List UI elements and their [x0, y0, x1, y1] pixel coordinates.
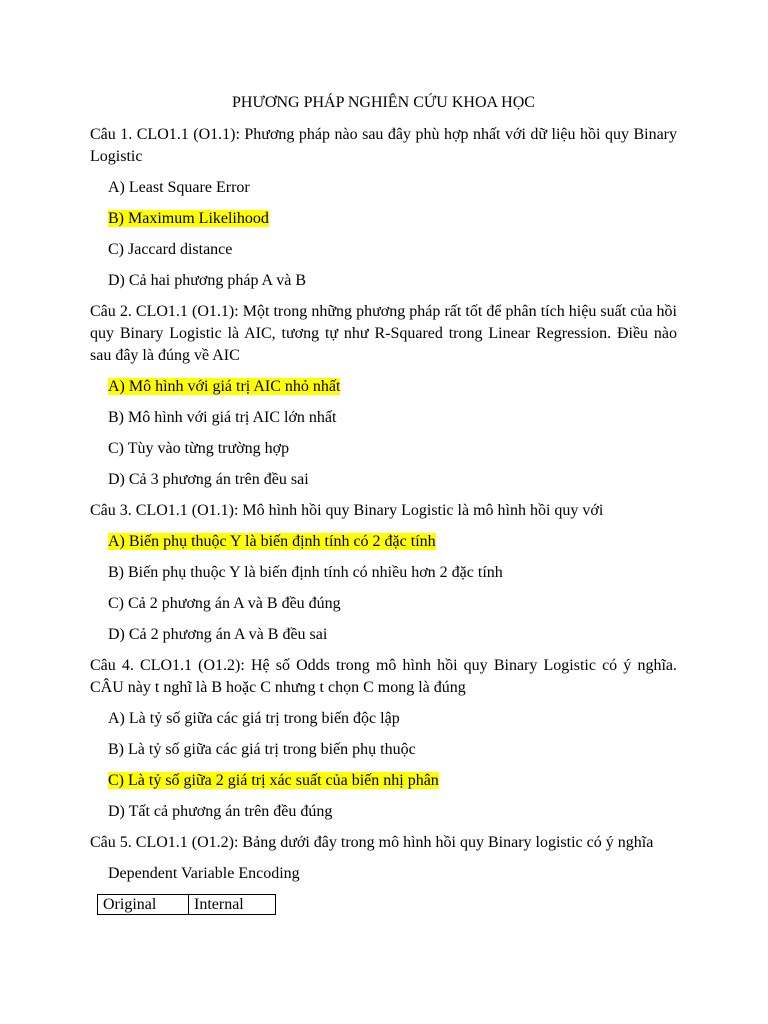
- q2-option-b: B) Mô hình với giá trị AIC lớn nhất: [108, 409, 337, 426]
- table-header-original: Original: [98, 895, 189, 915]
- q3-option-d: D) Cả 2 phương án A và B đều sai: [108, 626, 328, 643]
- q1-option-d: D) Cả hai phương pháp A và B: [108, 272, 306, 289]
- q2-option-c: C) Tùy vào từng trường hợp: [108, 440, 290, 457]
- q1-option-c: C) Jaccard distance: [108, 241, 233, 258]
- document-title: PHƯƠNG PHÁP NGHIÊN CỨU KHOA HỌC: [232, 94, 535, 111]
- table-row: [98, 895, 276, 915]
- question-5: Câu 5. CLO1.1 (O1.2): Bảng dưới đây trong mô hình hồi quy Binary logistic có ý nghĩa: [90, 834, 654, 851]
- q2-option-d: D) Cả 3 phương án trên đều sai: [108, 471, 309, 488]
- q4-option-b: B) Là tỷ số giữa các giá trị trong biến phụ thuộc: [108, 741, 416, 758]
- q4-option-c-highlighted: C) Là tỷ số giữa 2 giá trị xác suất của biến nhị phân: [108, 772, 439, 789]
- q3-option-a-highlighted: A) Biến phụ thuộc Y là biến định tính có 2 đặc tính: [108, 533, 436, 550]
- q1-option-b-highlighted: B) Maximum Likelihood: [108, 210, 269, 227]
- table-caption: Dependent Variable Encoding: [108, 865, 300, 882]
- document-page: [90, 92, 677, 915]
- question-3: Câu 3. CLO1.1 (O1.1): Mô hình hồi quy Binary Logistic là mô hình hồi quy với: [90, 502, 604, 519]
- dependent-variable-encoding-table: [97, 894, 276, 915]
- question-2: Câu 2. CLO1.1 (O1.1): Một trong những phương pháp rất tốt để phân tích hiệu suất của hồi quy Binary Logistic là AIC, tương tự như R-Squared trong Linear Regression. Điều nào sau đây là đúng về AIC: [90, 303, 677, 364]
- q4-option-d: D) Tất cả phương án trên đều đúng: [108, 803, 333, 820]
- q4-option-a: A) Là tỷ số giữa các giá trị trong biến độc lập: [108, 710, 400, 727]
- q1-option-a: A) Least Square Error: [108, 179, 250, 196]
- question-4: Câu 4. CLO1.1 (O1.2): Hệ số Odds trong mô hình hồi quy Binary Logistic có ý nghĩa. CÂU này t nghĩ là B hoặc C nhưng t chọn C mong là đúng: [90, 657, 677, 696]
- q3-option-b: B) Biến phụ thuộc Y là biến định tính có nhiều hơn 2 đặc tính: [108, 564, 503, 581]
- q2-option-a-highlighted: A) Mô hình với giá trị AIC nhỏ nhất: [108, 378, 341, 395]
- q3-option-c: C) Cả 2 phương án A và B đều đúng: [108, 595, 341, 612]
- table-header-internal: Internal: [189, 895, 276, 915]
- question-1: Câu 1. CLO1.1 (O1.1): Phương pháp nào sau đây phù hợp nhất với dữ liệu hồi quy Binary Logistic: [90, 126, 677, 165]
